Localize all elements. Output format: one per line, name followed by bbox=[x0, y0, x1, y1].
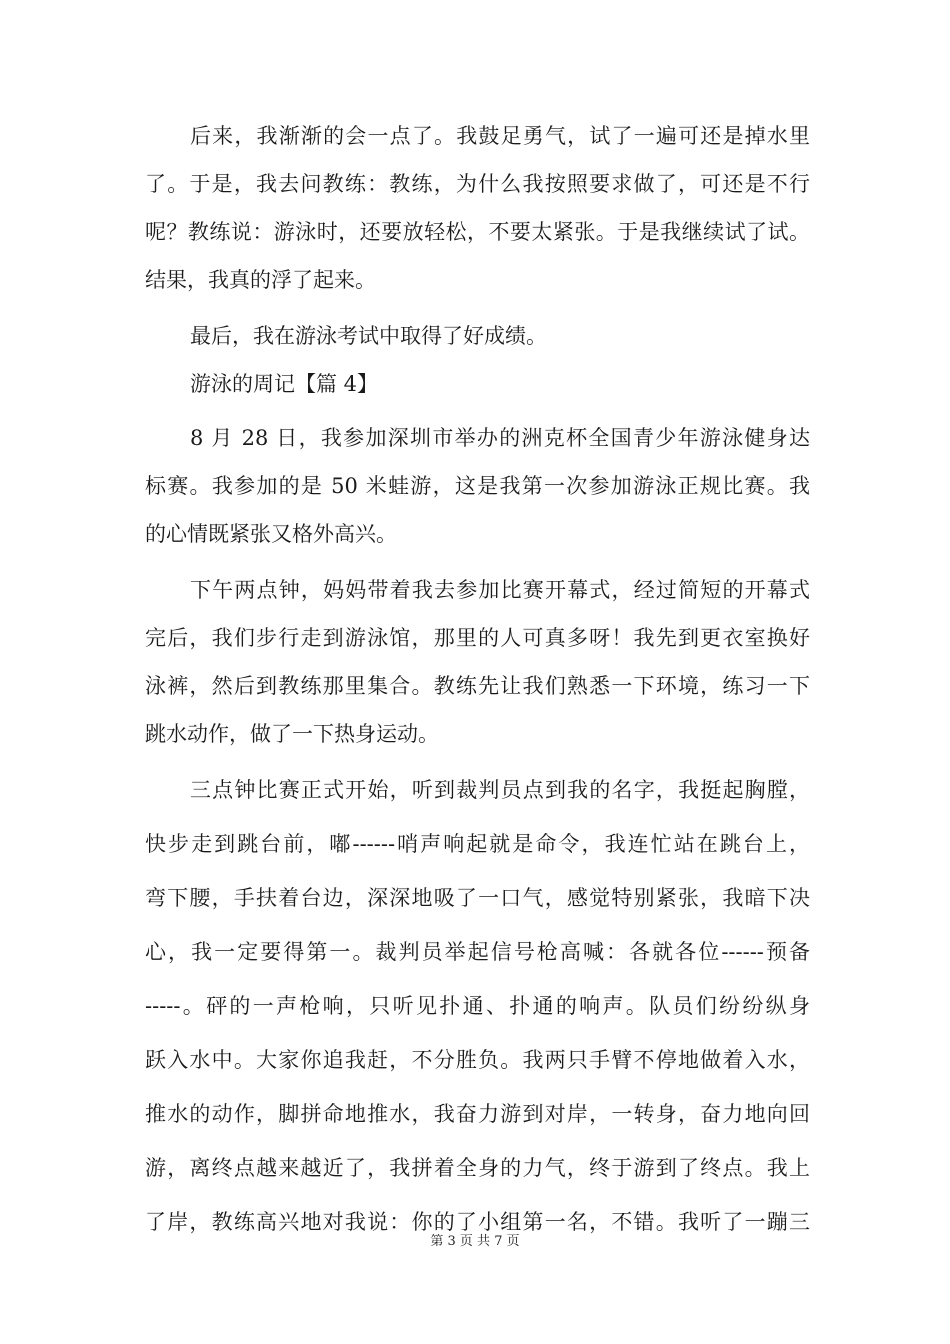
text-line: 推水的动作，脚拼命地推水，我奋力游到对岸，一转身，奋力地向回 bbox=[145, 1102, 810, 1126]
text-line: 了岸，教练高兴地对我说：你的了小组第一名，不错。我听了一蹦三 bbox=[145, 1210, 810, 1234]
text-line: 结果，我真的浮了起来。 bbox=[145, 268, 376, 292]
text-line: 游，离终点越来越近了，我拼着全身的力气，终于游到了终点。我上 bbox=[145, 1156, 810, 1180]
page-number: 第 3 页 共 7 页 bbox=[430, 1234, 520, 1249]
text-line: 后来，我渐渐的会一点了。我鼓足勇气，试了一遍可还是掉水里 bbox=[190, 124, 810, 148]
text-line: 完后，我们步行走到游泳馆，那里的人可真多呀！我先到更衣室换好 bbox=[145, 626, 810, 650]
text-line: 泳裤，然后到教练那里集合。教练先让我们熟悉一下环境，练习一下 bbox=[145, 674, 810, 698]
text-line: 三点钟比赛正式开始，听到裁判员点到我的名字，我挺起胸膛， bbox=[190, 778, 810, 802]
text-line: 跳水动作，做了一下热身运动。 bbox=[145, 722, 439, 746]
text-line: 快步走到跳台前，嘟------哨声响起就是命令，我连忙站在跳台上， bbox=[145, 832, 810, 856]
text-line: 跃入水中。大家你追我赶，不分胜负。我两只手臂不停地做着入水， bbox=[145, 1048, 810, 1072]
section-heading: 游泳的周记【篇 4】 bbox=[190, 372, 379, 396]
text-line: 最后，我在游泳考试中取得了好成绩。 bbox=[190, 324, 547, 348]
text-line: -----。砰的一声枪响，只听见扑通、扑通的响声。队员们纷纷纵身 bbox=[145, 994, 810, 1018]
text-line: 8 月 28 日，我参加深圳市举办的洲克杯全国青少年游泳健身达 bbox=[190, 426, 810, 450]
text-line: 呢？教练说：游泳时，还要放轻松，不要太紧张。于是我继续试了试。 bbox=[145, 220, 810, 244]
text-line: 下午两点钟，妈妈带着我去参加比赛开幕式，经过简短的开幕式 bbox=[190, 578, 810, 602]
text-line: 弯下腰，手扶着台边，深深地吸了一口气，感觉特别紧张，我暗下决 bbox=[145, 886, 810, 910]
text-line: 的心情既紧张又格外高兴。 bbox=[145, 522, 397, 546]
text-line: 了。于是，我去问教练：教练，为什么我按照要求做了，可还是不行 bbox=[145, 172, 810, 196]
text-line: 心，我一定要得第一。裁判员举起信号枪高喊：各就各位------预备 bbox=[145, 940, 810, 964]
text-line: 标赛。我参加的是 50 米蛙游，这是我第一次参加游泳正规比赛。我 bbox=[145, 474, 810, 498]
